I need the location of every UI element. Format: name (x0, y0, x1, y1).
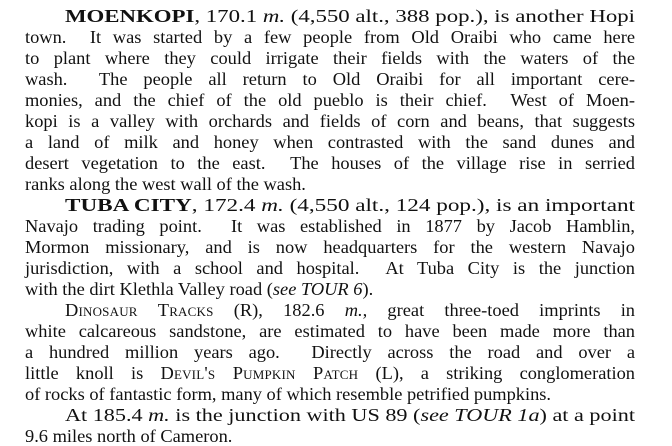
text-span: MOENKOPI (65, 6, 195, 26)
text-line (25, 48, 635, 68)
text-line (25, 132, 635, 152)
text-span: (L), a striking conglomeration (358, 363, 635, 383)
text-span: with the dirt Klethla Valley road ( (25, 279, 273, 299)
text-line (25, 321, 635, 341)
text-span: jurisdiction, with a school and hospital. At Tuba City is the junction (25, 258, 635, 278)
text-span: 9.6 miles north of Cameron. (25, 426, 233, 446)
text-line (25, 216, 635, 236)
text-line (25, 363, 635, 383)
text-line (25, 258, 635, 278)
text-span: Mormon missionary, and is now headquarters for the western Navajo (25, 237, 635, 257)
text-span: Dinosaur Tracks (65, 300, 214, 320)
text-span: a land of milk and honey when contrasted with the sand dunes and (25, 132, 635, 152)
text-line (25, 174, 306, 194)
text-line (25, 426, 232, 446)
text-line (25, 153, 635, 173)
text-span: wash. The people all return to Old Oraibi for all important cere- (25, 69, 635, 89)
text-span: ) at a point (539, 405, 635, 425)
text-line (25, 342, 635, 362)
text-span: m., (344, 300, 368, 320)
text-span: (4,550 alt., 388 pop.), is another Hopi (285, 6, 635, 26)
text-line (25, 27, 635, 47)
text-span: see TOUR 6 (272, 279, 363, 299)
text-line (25, 90, 635, 110)
text-span: (R), 182.6 (213, 300, 345, 320)
text-span: white calcareous sandstone, are estimated to have been made more than (25, 321, 635, 341)
text-span: of rocks of fantastic form, many of which resemble petrified pumpkins. (25, 384, 552, 404)
text-line (25, 237, 635, 257)
text-span: a hundred million years ago. Directly across the road and over a (25, 342, 635, 362)
text-line (65, 300, 635, 320)
text-span: At 185.4 (65, 405, 149, 425)
text-span: m. (148, 405, 170, 425)
text-span: , 172.4 (191, 195, 262, 215)
text-span: ). (362, 279, 374, 299)
text-span: TUBA CITY (65, 195, 192, 215)
text-span: to plant where they could irrigate their fields with the waters of the (25, 48, 635, 68)
text-span: great three-toed imprints in (367, 300, 635, 320)
text-span: monies, and the chief of the old pueblo is their chief. West of Moen- (25, 90, 635, 110)
text-span: m. (262, 6, 286, 26)
text-line (65, 405, 635, 425)
text-line (25, 279, 373, 299)
text-span: Devil's Pumpkin Patch (160, 363, 359, 383)
text-span: kopi is a valley with orchards and fields of corn and beans, that suggests (25, 111, 635, 131)
text-line (25, 69, 635, 89)
text-span: see TOUR 1a (420, 405, 540, 425)
text-line (25, 111, 635, 131)
text-line (65, 195, 635, 215)
text-span: ranks along the west wall of the wash. (25, 174, 306, 194)
text-span: Navajo trading point. It was established in 1877 by Jacob Hamblin, (25, 216, 635, 236)
text-span: desert vegetation to the east. The houses of the village rise in serried (25, 153, 635, 173)
text-span: is the junction with US 89 ( (169, 405, 421, 425)
text-span: (4,550 alt., 124 pop.), is an important (283, 195, 635, 215)
text-span: m. (261, 195, 284, 215)
text-line (65, 6, 635, 26)
text-line (25, 384, 551, 404)
text-span: town. It was started by a few people from Old Oraibi who came here (25, 27, 635, 47)
text-span: , 170.1 (194, 6, 263, 26)
text-span: little knoll is (25, 363, 161, 383)
